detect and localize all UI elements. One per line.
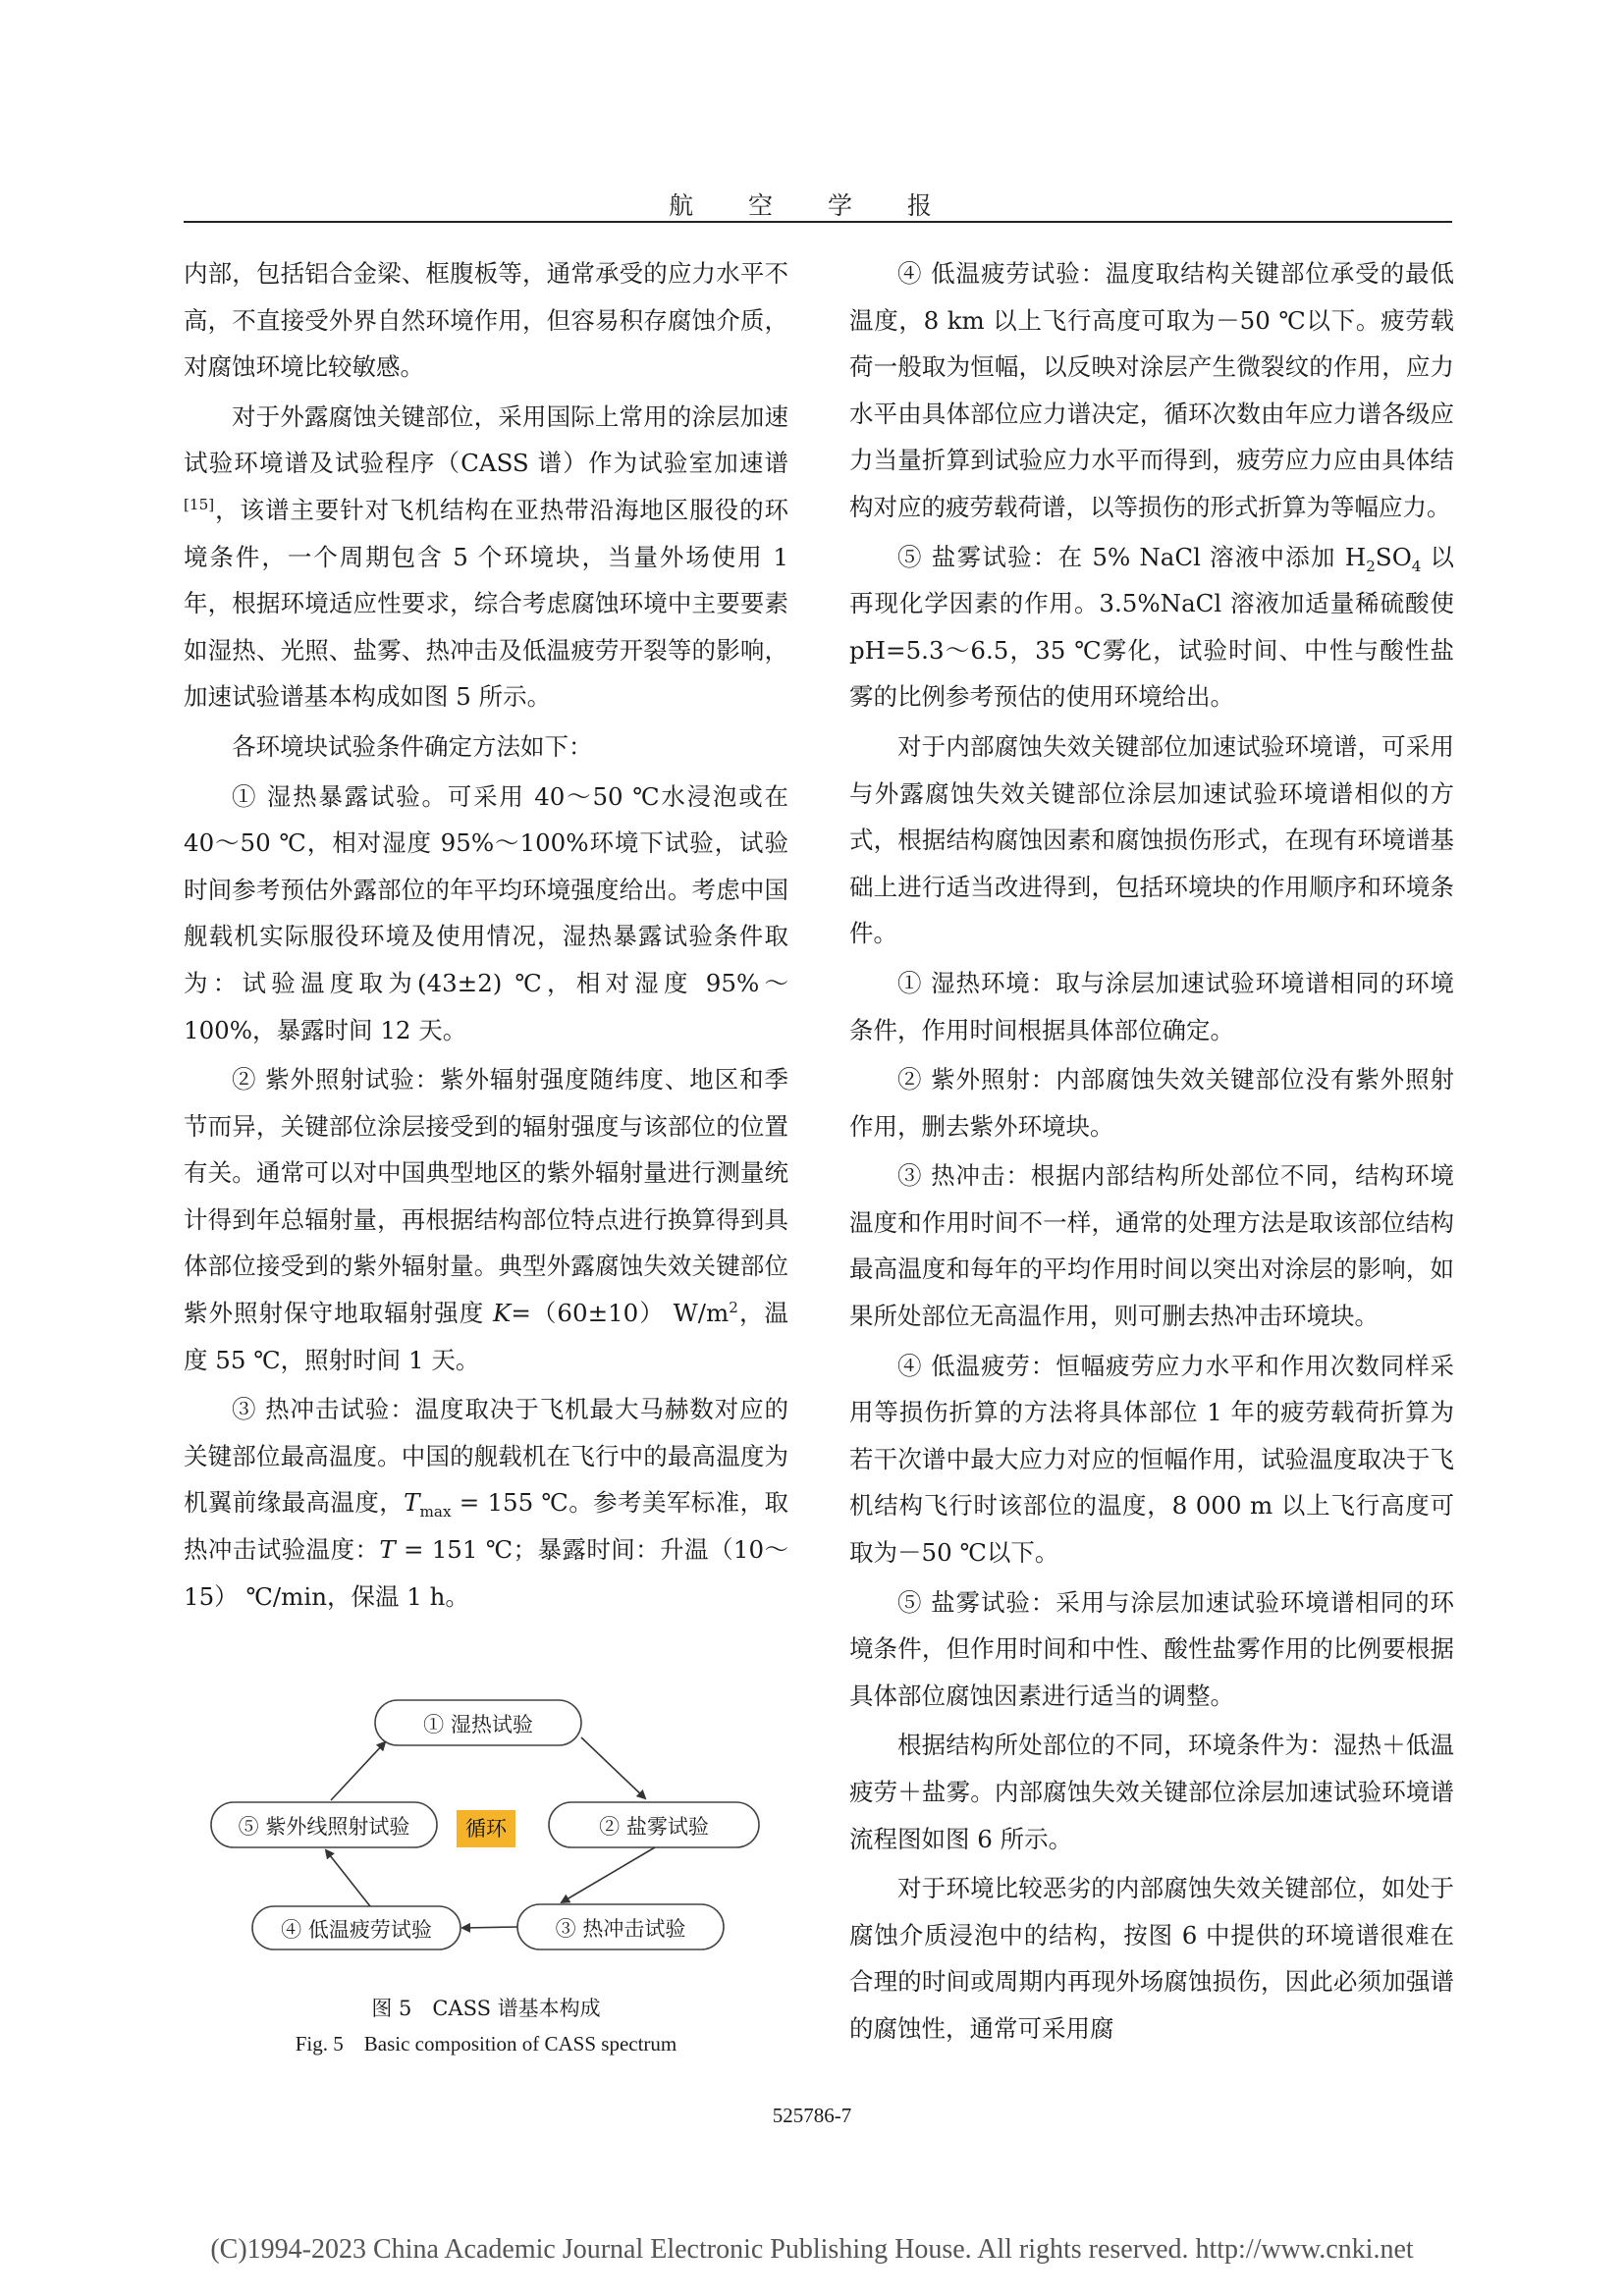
paragraph — [184, 394, 788, 721]
paragraph: ① 湿热环境：取与涂层加速试验环境谱相同的环境条件，作用时间根据具体部位确定。 — [849, 968, 1454, 1044]
figure-caption-cn: 图 5 CASS 谱基本构成 — [371, 1997, 601, 2020]
paragraph: ② 紫外照射：内部腐蚀失效关键部位没有紫外照射作用，删去紫外环境块。 — [849, 1065, 1454, 1141]
paragraph: 对于内部腐蚀失效关键部位加速试验环境谱，可采用与外露腐蚀失效关键部位涂层加速试验环境谱相似的方式，根据结构腐蚀因素和腐蚀损伤形式，在现有环境谱基础上进行适当改进得到，包括环境块的作用顺序和环境条件。 — [849, 731, 1454, 948]
math-variable: T — [379, 1535, 396, 1565]
arrow-4-to-5 — [326, 1850, 370, 1906]
left-column — [184, 250, 788, 1623]
right-column — [849, 250, 1454, 2056]
subscript: 2 — [1366, 557, 1376, 575]
superscript: 2 — [729, 1298, 738, 1316]
node-label-uv-irradiation: ⑤ 紫外线照射试验 — [238, 1815, 410, 1839]
paragraph: ④ 低温疲劳：恒幅疲劳应力水平和作用次数同样采用等损伤折算的方法将具体部位 1 年的疲劳载荷折算为若干次谱中最大应力对应的恒幅作用，试验温度取决于飞机结构飞行时该部位的温度，8 000 m 以上飞行高度可取为－50 ℃以下。 — [849, 1351, 1454, 1568]
text-run: 以再现化学因素的作用。3.5%NaCl 溶液加适量稀硫酸使 pH=5.3～6.5，35 ℃雾化，试验时间、中性与酸性盐雾的比例参考预估的使用环境给出。 — [849, 542, 1455, 712]
citation-ref[interactable]: [15] — [184, 495, 215, 513]
text-run: = 151 ℃；暴露时间：升温（10～15） ℃/min，保温 1 h。 — [184, 1535, 788, 1611]
text-run: SO — [1375, 542, 1412, 571]
cycle-center-label: 循环 — [457, 1810, 515, 1847]
node-label-low-temp-fatigue: ④ 低温疲劳试验 — [281, 1918, 432, 1942]
paragraph — [849, 534, 1454, 721]
node-label-salt-fog: ② 盐雾试验 — [599, 1815, 709, 1839]
node-label-humid-heat: ① 湿热试验 — [423, 1713, 533, 1736]
arrow-2-to-3 — [562, 1847, 655, 1902]
arrow-5-to-1 — [331, 1742, 385, 1800]
paragraph: 内部，包括铝合金梁、框腹板等，通常承受的应力水平不高，不直接受外界自然环境作用，但容易积存腐蚀介质，对腐蚀环境比较敏感。 — [184, 259, 788, 382]
paragraph — [184, 1056, 788, 1383]
math-variable: T — [404, 1488, 420, 1518]
node-label-thermal-shock: ③ 热冲击试验 — [555, 1917, 686, 1941]
paragraph: 对于环境比较恶劣的内部腐蚀失效关键部位，如处于腐蚀介质浸泡中的结构，按图 6 中提供的环境谱很难在合理的时间或周期内再现外场腐蚀损伤，因此必须加强谱的腐蚀性，通常可采用腐 — [849, 1874, 1454, 2043]
header-rule — [184, 221, 1452, 223]
paragraph: ④ 低温疲劳试验：温度取结构关键部位承受的最低温度，8 km 以上飞行高度可取为－50 ℃以下。疲劳载荷一般取为恒幅，以反映对涂层产生微裂纹的作用，应力水平由具体部位应力谱决定，循环次数由年应力谱各级应力当量折算到试验应力水平而得到，疲劳应力应由具体结构对应的疲劳载荷谱，以等损伤的形式折算为等幅应力。 — [849, 259, 1454, 521]
text-run: ② 紫外照射试验：紫外辐射强度随纬度、地区和季节而异，关键部位涂层接受到的辐射强度与该部位的位置有关。通常可以对中国典型地区的紫外辐射量进行测量统计得到年总辐射量，再根据结构部位特点进行换算得到具体部位接受到的紫外辐射量。典型外露腐蚀失效关键部位紫外照射保守地取辐射强度 — [184, 1065, 788, 1328]
subscript: 4 — [1411, 557, 1422, 575]
text-run: = 155 ℃。参考美军标准，取热冲击试验温度： — [184, 1488, 789, 1565]
subscript: max — [419, 1503, 452, 1522]
journal-header-title: 航 空 学 报 — [669, 191, 955, 220]
copyright-footer[interactable]: (C)1994-2023 China Academic Journal Electronic Publishing House. All rights reserved. http://www.cnki.net — [210, 2234, 1414, 2265]
paragraph: ⑤ 盐雾试验：采用与涂层加速试验环境谱相同的环境条件，但作用时间和中性、酸性盐雾作用的比例要根据具体部位腐蚀因素进行适当的调整。 — [849, 1587, 1454, 1710]
cass-spectrum-diagram — [184, 1696, 788, 1951]
text-run: ，温度 55 ℃，照射时间 1 天。 — [184, 1299, 788, 1374]
text-run: ，该谱主要针对飞机结构在亚热带沿海地区服役的环境条件，一个周期包含 5 个环境块，当量外场使用 1 年，根据环境适应性要求，综合考虑腐蚀环境中主要要素如湿热、光照、盐雾、热冲击及低温疲劳开裂等的影响，加速试验谱基本构成如图 5 所示。 — [184, 495, 788, 712]
text-run: ③ 热冲击试验：温度取决于飞机最大马赫数对应的关键部位最高温度。中国的舰载机在飞行中的最高温度为机翼前缘最高温度， — [184, 1395, 788, 1518]
paragraph: 根据结构所处部位的不同，环境条件为：湿热＋低温疲劳＋盐雾。内部腐蚀失效关键部位涂层加速试验环境谱流程图如图 6 所示。 — [849, 1731, 1454, 1853]
paragraph: ① 湿热暴露试验。可采用 40～50 ℃水浸泡或在 40～50 ℃，相对湿度 95%～100%环境下试验，试验时间参考预估外露部位的年平均环境强度给出。考虑中国舰载机实际服役环境及使用情况，湿热暴露试验条件取为：试验温度取为(43±2) ℃，相对湿度 95%～100%，暴露时间 12 天。 — [184, 781, 788, 1044]
math-variable: K — [493, 1299, 512, 1328]
page-number: 525786-7 — [772, 2104, 852, 2127]
text-run: 对于外露腐蚀关键部位，采用国际上常用的涂层加速试验环境谱及试验程序（CASS 谱）作为试验室加速谱 — [184, 401, 788, 478]
paragraph: 各环境块试验条件确定方法如下： — [232, 731, 593, 761]
paragraph: ③ 热冲击：根据内部结构所处部位不同，结构环境温度和作用时间不一样，通常的处理方法是取该部位结构最高温度和每年的平均作用时间以突出对涂层的影响，如果所处部位无高温作用，则可删去热冲击环境块。 — [849, 1161, 1454, 1331]
text-run: =（60±10） W/m — [511, 1299, 730, 1328]
arrow-1-to-2 — [581, 1737, 645, 1798]
paragraph — [184, 1386, 788, 1620]
text-run: ⑤ 盐雾试验：在 5% NaCl 溶液中添加 H — [897, 542, 1367, 571]
arrow-3-to-4 — [462, 1927, 517, 1928]
figure-caption-en: Fig. 5 Basic composition of CASS spectrum — [295, 2032, 677, 2056]
